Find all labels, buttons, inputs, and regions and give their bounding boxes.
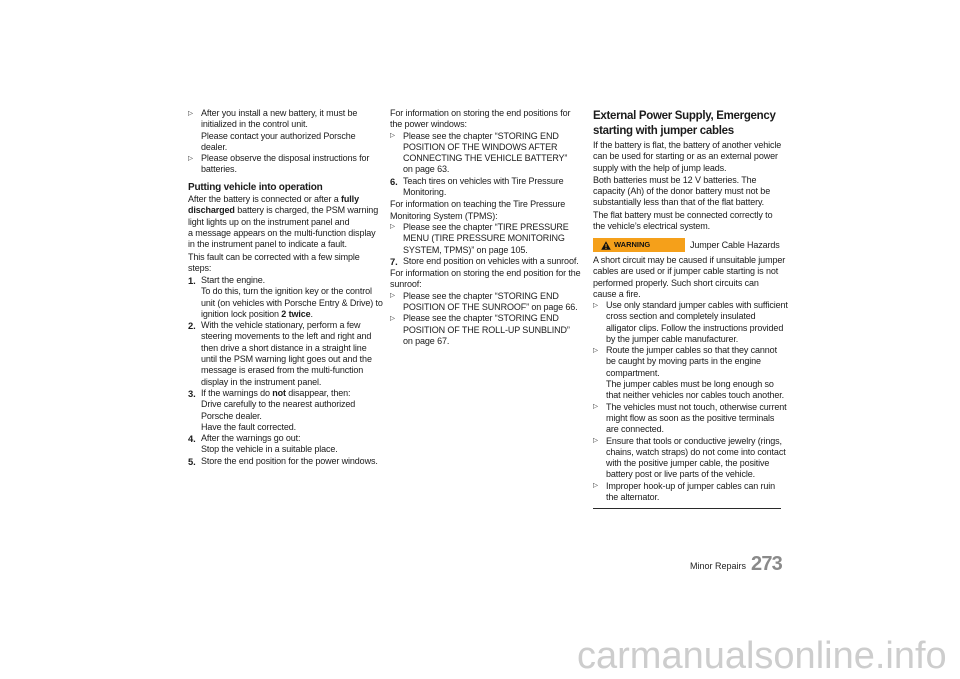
step-2 bbox=[188, 320, 383, 388]
warning-bullets bbox=[593, 300, 788, 503]
bullet-item bbox=[593, 345, 788, 401]
paragraph bbox=[593, 140, 781, 174]
bullet-item bbox=[593, 300, 788, 345]
step-number: 3. bbox=[188, 387, 196, 399]
bullet-item bbox=[593, 436, 788, 481]
step-text: With the vehicle stationary, perform a few steering movements to the left and right and then drive a short distance in a straight line until the PSM warning light goes out and the message is erased from the multi-function display in the instrument panel. bbox=[201, 320, 372, 387]
steps-list bbox=[188, 275, 383, 467]
bullet-text: Ensure that tools or conductive jewelry (rings, chains, watch straps) do not come into contact with the positive jumper cable, the positive battery post or live parts of the vehicle. bbox=[606, 435, 786, 480]
intro-paragraph bbox=[188, 194, 378, 250]
footer-section-title: Minor Repairs bbox=[690, 561, 747, 571]
step-6 bbox=[390, 176, 581, 199]
sunroof-info-paragraph bbox=[390, 268, 581, 291]
bullet-item bbox=[593, 402, 788, 436]
step-number: 6. bbox=[390, 175, 398, 187]
step-number: 2. bbox=[188, 320, 196, 332]
step-number: 4. bbox=[188, 433, 196, 445]
windows-info-paragraph bbox=[390, 108, 581, 131]
triangle-bullet-icon bbox=[188, 153, 196, 164]
step-number: 7. bbox=[390, 255, 398, 267]
paragraph-text: For information on teaching the Tire Pressure Monitoring System (TPMS): bbox=[390, 199, 566, 221]
bullet-text: Route the jumper cables so that they cannot be caught by moving parts in the engine compartment. The jumper cables must be long enough so that neither vehicles nor cables touch another. bbox=[606, 345, 784, 401]
triangle-bullet-icon bbox=[593, 402, 601, 413]
step-3 bbox=[188, 388, 383, 433]
bullet-text: Please see the chapter “STORING END POSITION OF THE WINDOWS AFTER CONNECTING THE VEHICLE BATTERY” on page 63. bbox=[403, 130, 568, 175]
paragraph-text: For information on storing the end positions for the power windows: bbox=[390, 108, 571, 130]
warning-end-divider bbox=[593, 508, 781, 509]
step-number: 5. bbox=[188, 455, 196, 467]
heading-external-power-supply: External Power Supply, Emergency starting with jumper cables bbox=[593, 110, 776, 137]
col1-intro-bullets bbox=[188, 108, 369, 176]
bullet-text: After you install a new battery, it must be initialized in the control unit. Please contact your authorized Porsche dealer. bbox=[201, 108, 358, 152]
paragraph-text: The flat battery must be connected correctly to the vehicle’s electrical system. bbox=[593, 209, 773, 232]
bullet-text: Please see the chapter “STORING END POSITION OF THE SUNROOF” on page 66. bbox=[403, 290, 578, 313]
step-text: Teach tires on vehicles with Tire Pressure Monitoring. bbox=[403, 175, 564, 198]
step-number: 1. bbox=[188, 275, 196, 286]
col3-paragraphs bbox=[593, 140, 781, 232]
warning-label-box bbox=[593, 238, 685, 252]
tpms-reference-bullet bbox=[390, 222, 581, 256]
step-text-rest: . bbox=[310, 308, 313, 319]
step-1 bbox=[188, 275, 383, 320]
lead-text: This fault can be corrected with a few simple steps: bbox=[188, 252, 360, 274]
warning-text bbox=[593, 255, 785, 300]
intro-text-rest: battery is charged, the PSM warning light lights up on the instrument panel and a message appears on the multi-function display in the instrument panel to indicate a fault. bbox=[188, 205, 379, 250]
paragraph-text: Both batteries must be 12 V batteries. The capacity (Ah) of the donor battery must not be substantially less than that of the flat battery. bbox=[593, 174, 771, 208]
lead-paragraph bbox=[188, 252, 360, 275]
triangle-bullet-icon bbox=[390, 291, 398, 302]
step-7 bbox=[390, 256, 581, 267]
triangle-bullet-icon bbox=[593, 436, 601, 447]
heading-putting-vehicle-into-operation: Putting vehicle into operation bbox=[188, 182, 323, 193]
intro-text: After the battery is connected or after a bbox=[188, 194, 342, 204]
bullet-text: Please observe the disposal instructions for batteries. bbox=[201, 153, 370, 175]
step-text: Store the end position for the power windows. bbox=[201, 455, 378, 466]
triangle-bullet-icon bbox=[390, 131, 398, 142]
warning-title: Jumper Cable Hazards bbox=[690, 240, 780, 250]
paragraph bbox=[593, 210, 781, 233]
step-text: Store end position on vehicles with a sunroof. bbox=[403, 255, 579, 266]
windows-reference-bullet bbox=[390, 131, 581, 176]
paragraph bbox=[593, 175, 781, 209]
step-bold-text: not bbox=[272, 387, 286, 398]
step-bold-text: 2 twice bbox=[281, 308, 311, 319]
intro-bold-text: fully discharged bbox=[188, 194, 359, 216]
tpms-info-paragraph bbox=[390, 199, 581, 222]
step-text: If the warnings do bbox=[201, 387, 273, 398]
paragraph-text: A short circuit may be caused if unsuitable jumper cables are used or if jumper cable starting is not performed properly. Such short circuits can cause a fire. bbox=[593, 255, 786, 299]
triangle-bullet-icon bbox=[188, 108, 196, 119]
bullet-text: Please see the chapter “STORING END POSITION OF THE ROLL-UP SUNBLIND” on page 67. bbox=[403, 313, 570, 346]
step-5 bbox=[188, 456, 383, 467]
bullet-item bbox=[593, 481, 788, 504]
sunblind-reference-bullet bbox=[390, 313, 581, 347]
bullet-text: Please see the chapter “TIRE PRESSURE MENU (TIRE PRESSURE MONITORING SYSTEM, TPMS)” on page 105. bbox=[403, 221, 569, 255]
step-4 bbox=[188, 433, 383, 456]
watermark: carmanualsonline.info bbox=[577, 635, 947, 677]
triangle-bullet-icon bbox=[390, 313, 398, 324]
step-text: Start the engine. To do this, turn the ignition key or the control unit (on vehicles with Porsche Entry & Drive) to ignition lock position bbox=[201, 275, 383, 319]
triangle-bullet-icon bbox=[390, 222, 398, 233]
paragraph-text: If the battery is flat, the battery of another vehicle can be used for starting or as an external power supply with the help of jump leads. bbox=[593, 140, 782, 173]
bullet-item bbox=[188, 153, 369, 176]
step-text-rest: disappear, then: Drive carefully to the nearest authorized Porsche dealer. Have the fault corrected. bbox=[201, 387, 356, 432]
sunroof-reference-bullet bbox=[390, 291, 581, 314]
step-text: After the warnings go out: Stop the vehicle in a suitable place. bbox=[201, 433, 338, 455]
bullet-item bbox=[188, 108, 369, 153]
warning-label: WARNING bbox=[614, 240, 651, 249]
page-number: 273 bbox=[751, 553, 782, 575]
bullet-text: The vehicles must not touch, otherwise current might flow as soon as the positive terminals are connected. bbox=[606, 401, 787, 435]
bullet-text: Use only standard jumper cables with sufficient cross section and completely insulated alligator clips. Follow the instructions provided by the jumper cable manufacturer. bbox=[606, 300, 788, 344]
warning-triangle-icon bbox=[601, 241, 611, 250]
triangle-bullet-icon bbox=[593, 345, 601, 356]
bullet-text: Improper hook-up of jumper cables can ruin the alternator. bbox=[606, 480, 776, 503]
paragraph-text: For information on storing the end position for the sunroof: bbox=[390, 268, 581, 290]
triangle-bullet-icon bbox=[593, 481, 601, 492]
col2 bbox=[390, 108, 581, 347]
triangle-bullet-icon bbox=[593, 300, 601, 311]
